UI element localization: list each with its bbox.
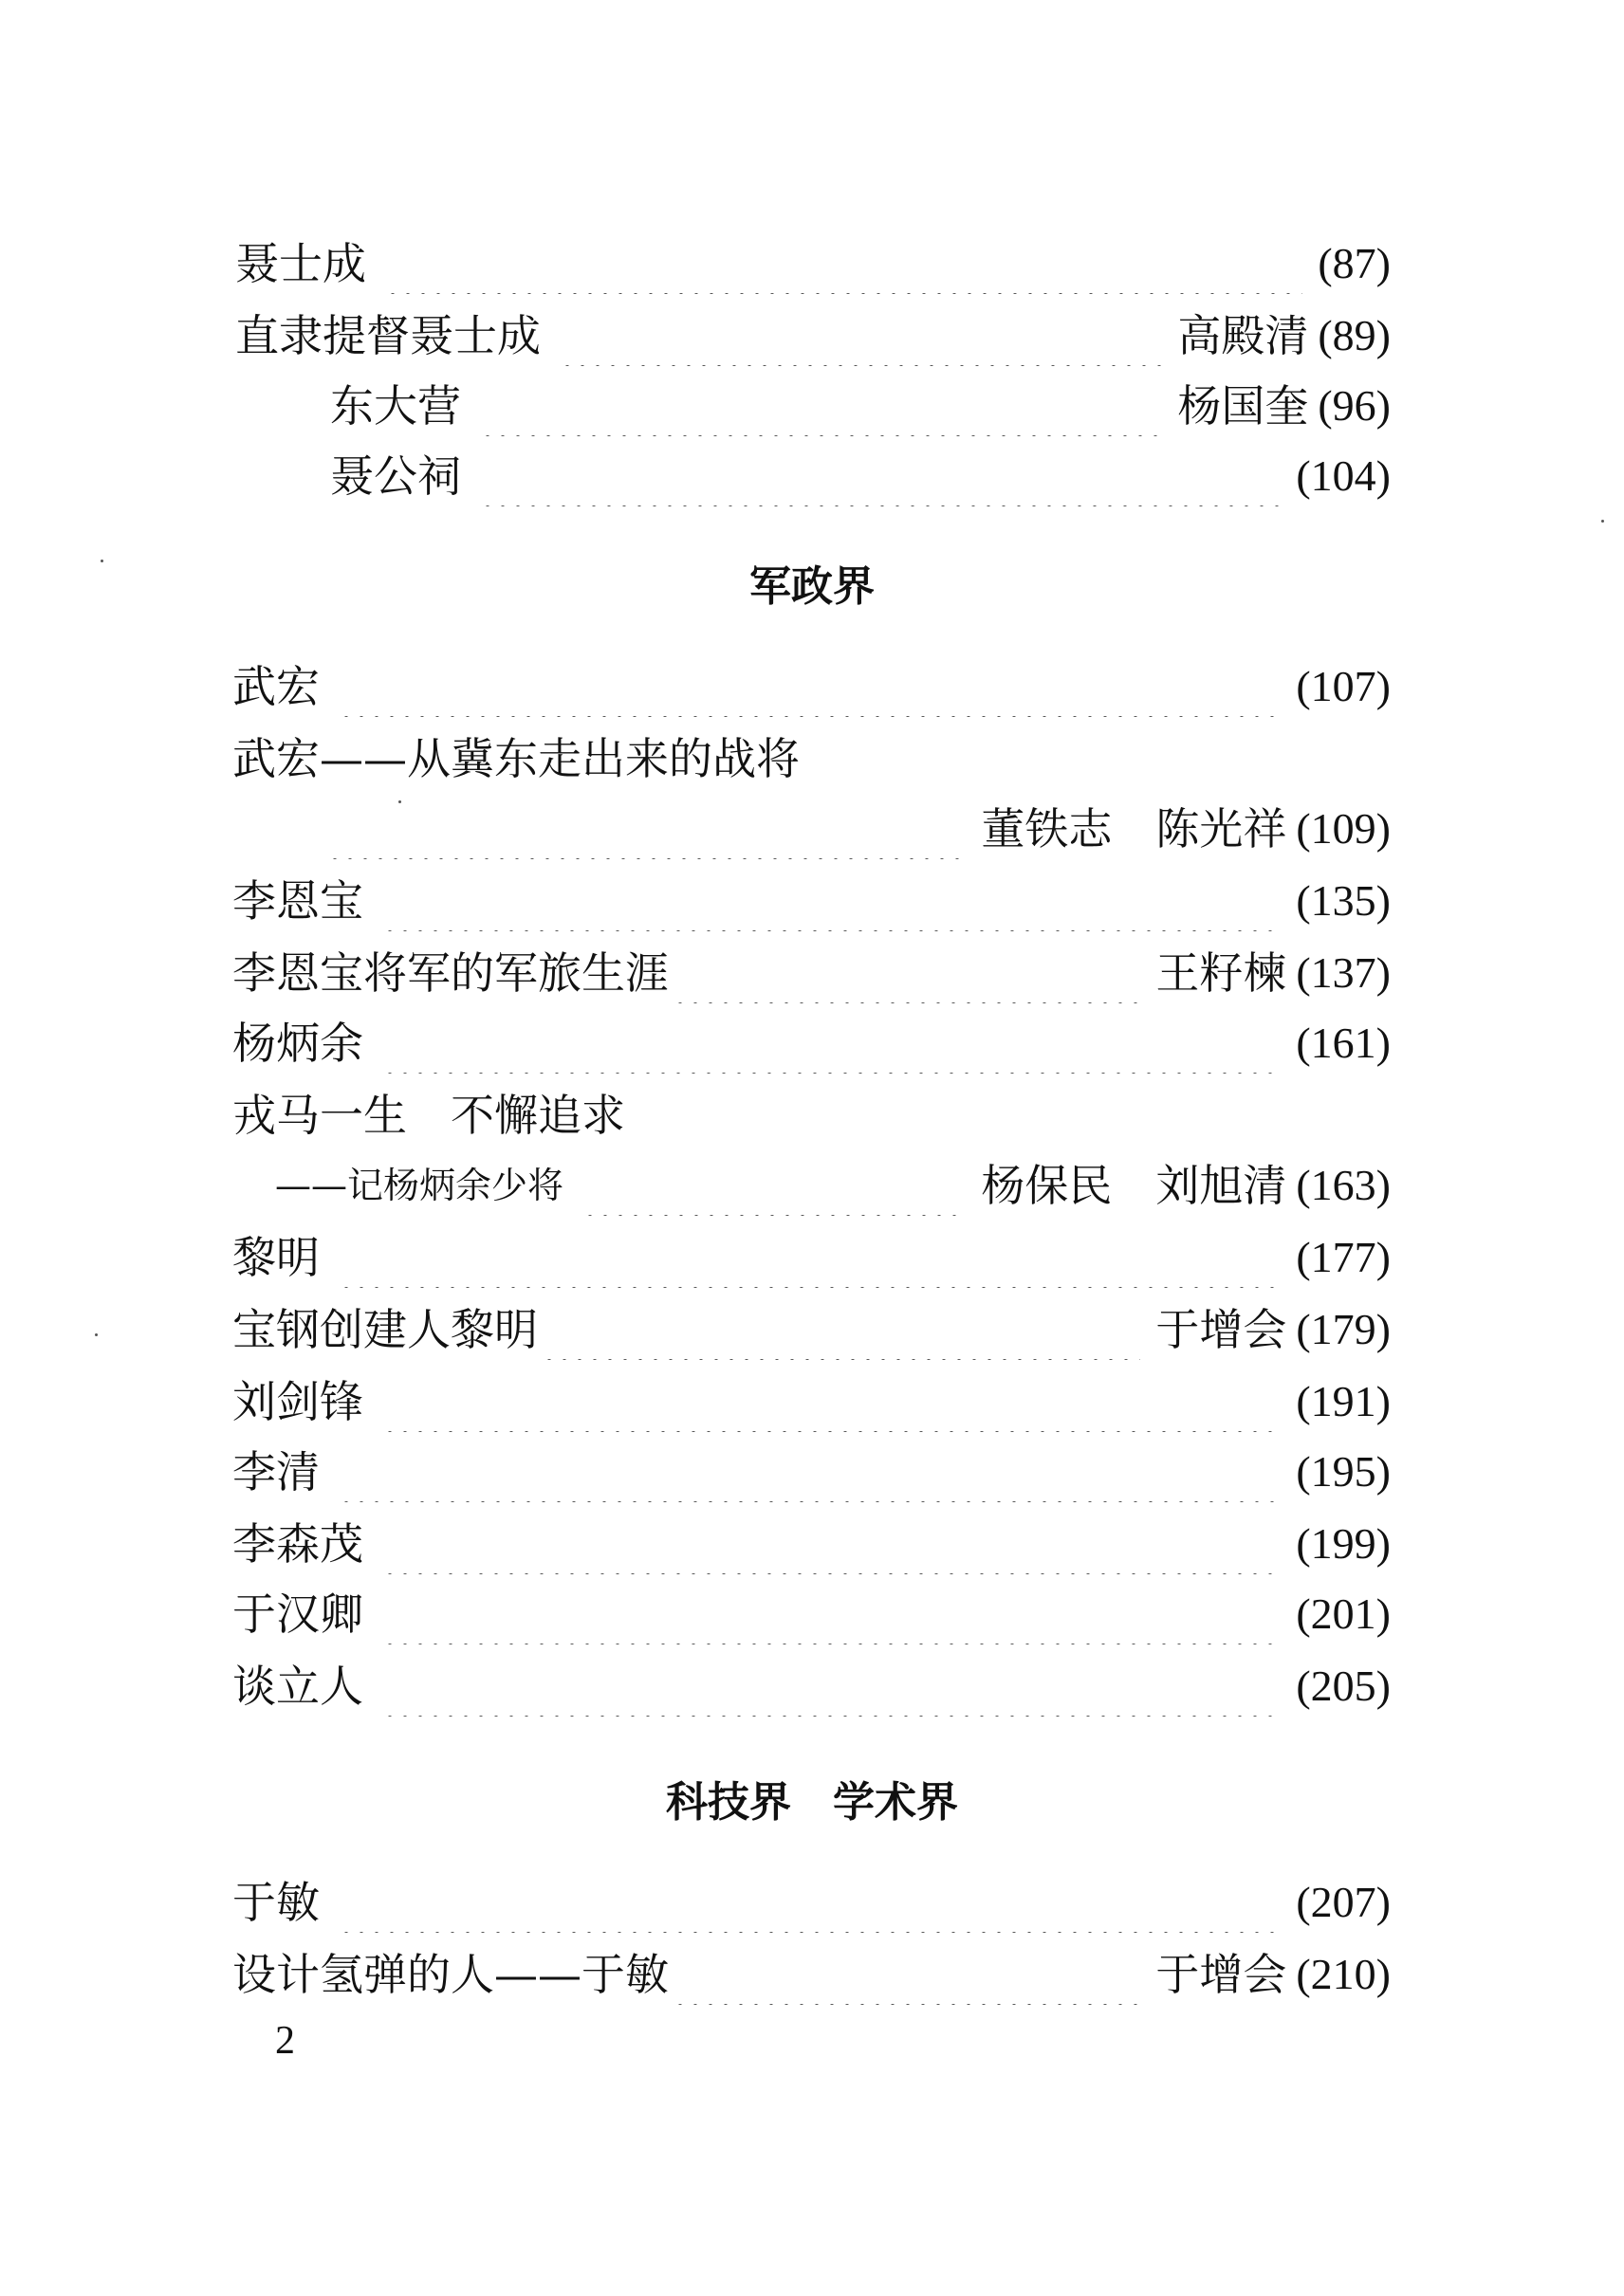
- scan-speck: [95, 1333, 98, 1336]
- dot-leader: [327, 799, 966, 859]
- dot-leader: [339, 1227, 1281, 1288]
- toc-entry[interactable]: [232, 1299, 1391, 1360]
- entry-author: 高殿清: [1177, 310, 1309, 361]
- toc-entry[interactable]: [232, 1013, 1391, 1074]
- toc-entry[interactable]: [232, 1656, 1391, 1717]
- entry-page: (163): [1296, 1161, 1391, 1209]
- entry-title: ——记杨炳余少将: [275, 1165, 564, 1206]
- toc-entry[interactable]: [235, 233, 1391, 294]
- entry-page: (161): [1296, 1019, 1391, 1067]
- entry-title: 武宏——从冀东走出来的战将: [232, 733, 800, 784]
- entry-title: 李恩宝: [232, 875, 363, 927]
- toc-entry[interactable]: [232, 1944, 1391, 2005]
- entry-title: 直隶提督聂士成: [235, 310, 541, 361]
- entry-page: (89): [1318, 311, 1391, 359]
- entry-page: (205): [1296, 1662, 1391, 1710]
- entry-author: 杨国奎: [1177, 380, 1309, 432]
- entry-author: 于增会: [1155, 1304, 1287, 1355]
- toc-entry[interactable]: [232, 1371, 1391, 1432]
- entry-page: (179): [1296, 1305, 1391, 1353]
- dot-leader: [673, 1944, 1140, 2005]
- scan-speck: [101, 560, 103, 562]
- toc-entry[interactable]: [232, 728, 1391, 789]
- toc-entry[interactable]: [232, 943, 1391, 1003]
- entry-title: 于敏: [232, 1877, 320, 1928]
- dot-leader: [673, 943, 1140, 1003]
- section-heading: 军政界: [749, 562, 875, 611]
- entry-title: 武宏: [232, 661, 320, 712]
- entry-title: 黎明: [232, 1232, 320, 1283]
- entry-page: (210): [1296, 1950, 1391, 1998]
- entry-page: (137): [1296, 948, 1391, 997]
- entry-title: 聂公祠: [330, 450, 461, 502]
- entry-title: 东大营: [330, 380, 461, 432]
- toc-entry[interactable]: [232, 1514, 1391, 1574]
- entry-page: (191): [1296, 1377, 1391, 1425]
- entry-title: 刘剑锋: [232, 1376, 363, 1427]
- toc-entry[interactable]: [232, 1442, 1391, 1502]
- toc-entry[interactable]: [275, 1155, 1391, 1216]
- entry-author: 杨保民 刘旭清: [981, 1160, 1287, 1211]
- entry-page: (107): [1296, 662, 1391, 710]
- entry-title: 李清: [232, 1446, 320, 1497]
- entry-page: (201): [1296, 1589, 1391, 1638]
- entry-title: 宝钢创建人黎明: [232, 1304, 538, 1355]
- toc-entry[interactable]: [232, 871, 1391, 931]
- dot-leader: [339, 1872, 1281, 1933]
- entry-page: (109): [1296, 804, 1391, 853]
- dot-leader: [382, 1514, 1281, 1574]
- section-heading: 科技界 学术界: [666, 1778, 958, 1827]
- entry-author: 董铁志 陈光祥: [981, 803, 1287, 854]
- dot-leader: [339, 1442, 1281, 1502]
- entry-page: (207): [1296, 1878, 1391, 1926]
- toc-entry[interactable]: [232, 1227, 1391, 1288]
- page-number: 2: [275, 2019, 295, 2063]
- entry-title: 设计氢弹的人——于敏: [232, 1949, 669, 2000]
- dot-leader: [480, 376, 1162, 436]
- entry-page: (96): [1318, 381, 1391, 430]
- toc-entry[interactable]: [327, 799, 1391, 859]
- dot-leader: [385, 233, 1302, 294]
- dot-leader: [480, 446, 1281, 506]
- entry-title: 李恩宝将军的军旅生涯: [232, 947, 669, 999]
- dot-leader: [560, 305, 1162, 366]
- entry-page: (195): [1296, 1447, 1391, 1496]
- dot-leader: [339, 656, 1281, 717]
- entry-title: 李森茂: [232, 1518, 363, 1570]
- entry-author: 王籽楝: [1155, 947, 1287, 999]
- dot-leader: [382, 1013, 1281, 1074]
- dot-leader: [382, 1584, 1281, 1644]
- dot-leader: [382, 1371, 1281, 1432]
- entry-title: 戎马一生 不懈追求: [232, 1090, 625, 1141]
- entry-title: 于汉卿: [232, 1589, 363, 1640]
- toc-entry[interactable]: [330, 376, 1391, 436]
- scan-speck: [398, 800, 401, 803]
- entry-title: 谈立人: [232, 1661, 363, 1712]
- toc-entry[interactable]: [232, 1584, 1391, 1644]
- entry-title: 聂士成: [235, 238, 366, 289]
- scan-speck: [1601, 520, 1604, 523]
- entry-title: 杨炳余: [232, 1018, 363, 1069]
- toc-entry[interactable]: [330, 446, 1391, 506]
- dot-leader: [542, 1299, 1140, 1360]
- dot-leader: [582, 1155, 966, 1216]
- entry-page: (104): [1296, 451, 1391, 500]
- entry-page: (87): [1318, 239, 1391, 287]
- entry-page: (177): [1296, 1233, 1391, 1281]
- entry-page: (199): [1296, 1519, 1391, 1568]
- dot-leader: [382, 871, 1281, 931]
- entry-author: 于增会: [1155, 1949, 1287, 2000]
- toc-entry[interactable]: [232, 1085, 1391, 1146]
- dot-leader: [382, 1656, 1281, 1717]
- toc-entry[interactable]: [232, 1872, 1391, 1933]
- entry-page: (135): [1296, 876, 1391, 925]
- toc-entry[interactable]: [232, 656, 1391, 717]
- toc-entry[interactable]: [235, 305, 1391, 366]
